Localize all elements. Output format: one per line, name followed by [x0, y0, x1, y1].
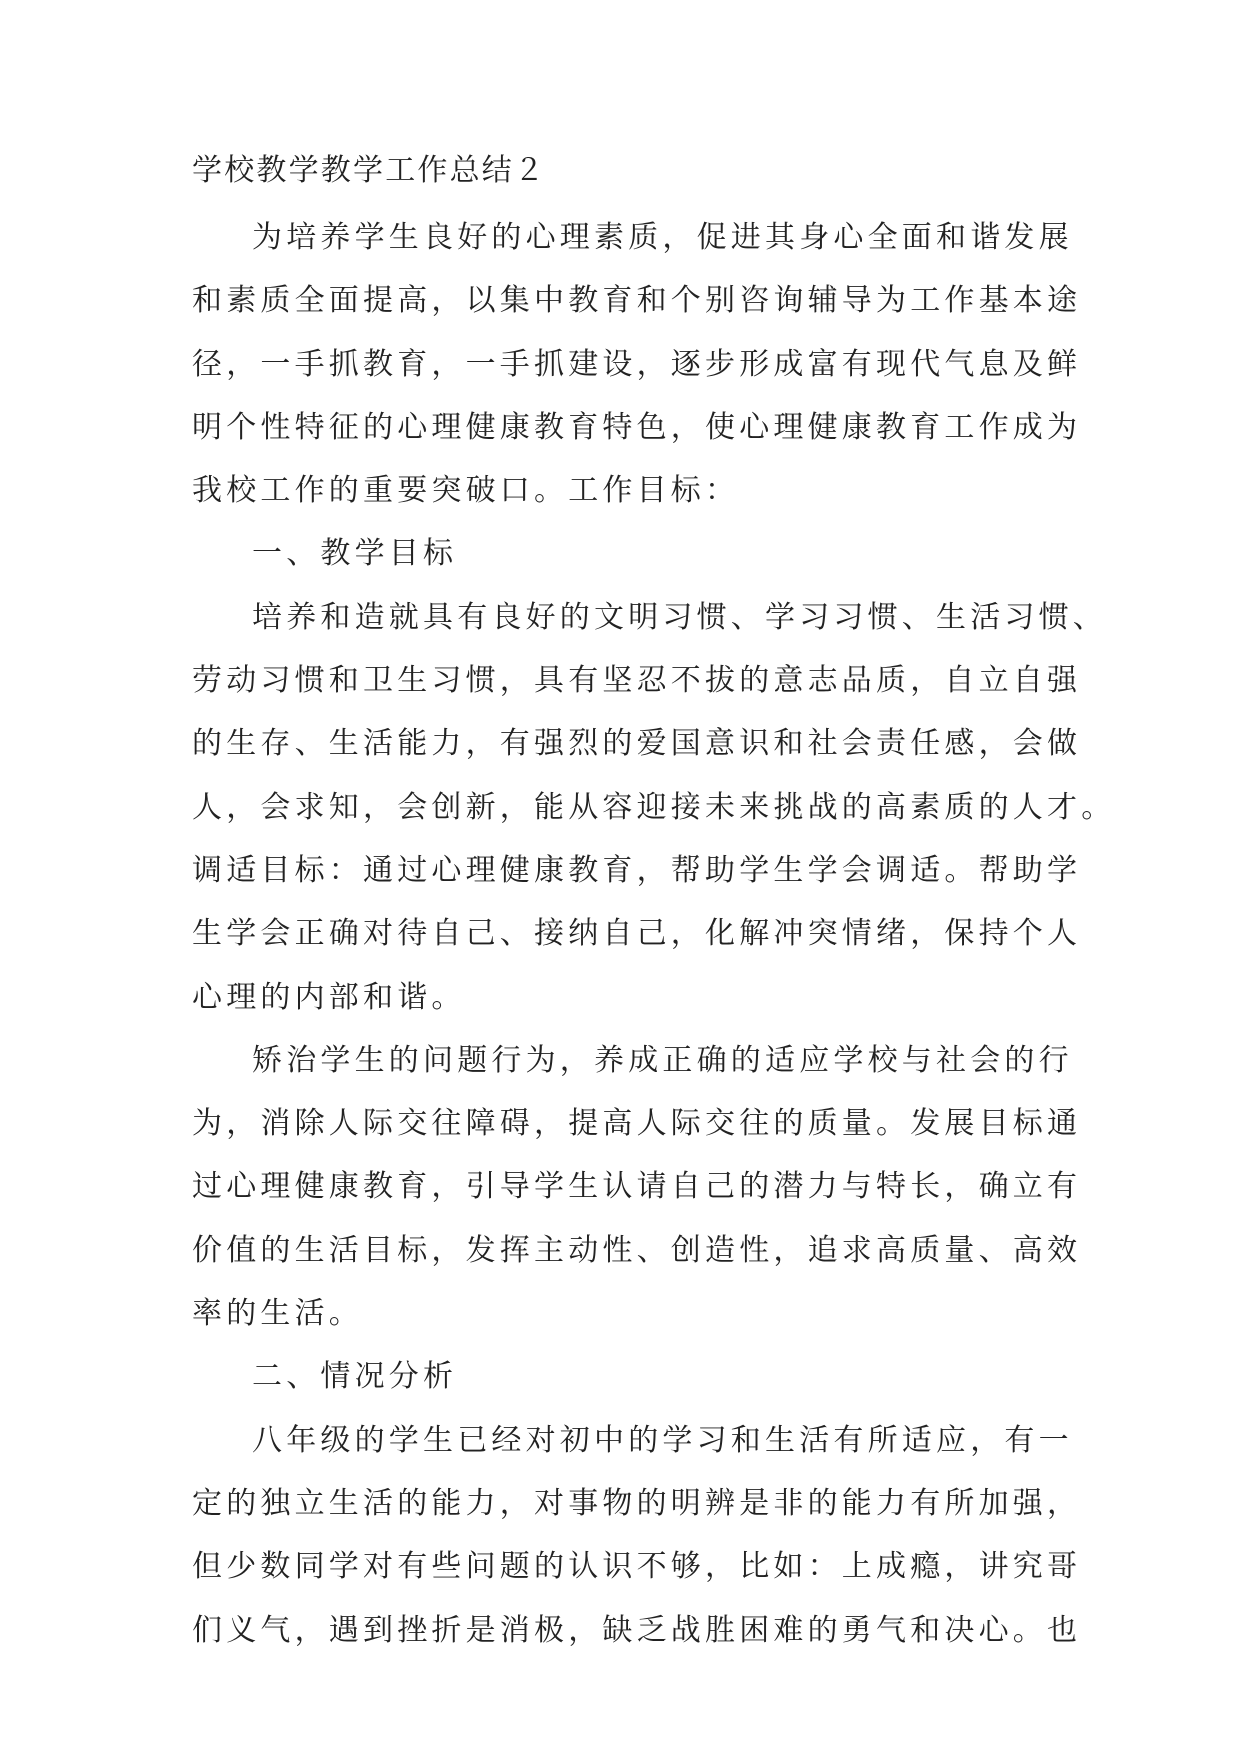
- paragraph-line: 明个性特征的心理健康教育特色，使心理健康教育工作成为: [192, 409, 1082, 445]
- paragraph-line: 矫治学生的问题行为，养成正确的适应学校与社会的行: [252, 1042, 1073, 1078]
- paragraph-line: 径，一手抓教育，一手抓建设，逐步形成富有现代气息及鲜: [192, 346, 1082, 382]
- paragraph-line: 心理的内部和谐。: [192, 979, 466, 1015]
- paragraph-line: 的生存、生活能力，有强烈的爱国意识和社会责任感，会做: [192, 726, 1082, 762]
- paragraph-line: 和素质全面提高，以集中教育和个别咨询辅导为工作基本途: [192, 283, 1082, 319]
- document-page: [192, 153, 1116, 1662]
- paragraph-line: 率的生活。: [192, 1296, 363, 1332]
- paragraph-line: 八年级的学生已经对初中的学习和生活有所适应，有一: [252, 1422, 1073, 1458]
- paragraph-line: 们义气，遇到挫折是消极，缺乏战胜困难的勇气和决心。也: [192, 1612, 1082, 1648]
- paragraph-line: 为，消除人际交往障碍，提高人际交往的质量。发展目标通: [192, 1106, 1082, 1142]
- paragraph-line: 价值的生活目标，发挥主动性、创造性，追求高质量、高效: [192, 1232, 1082, 1268]
- paragraph-line: 调适目标：通过心理健康教育，帮助学生学会调适。帮助学: [192, 852, 1082, 888]
- paragraph-line: 过心理健康教育，引导学生认请自己的潜力与特长，确立有: [192, 1169, 1082, 1205]
- paragraph-line: 人，会求知，会创新，能从容迎接未来挑战的高素质的人才。: [192, 789, 1116, 825]
- paragraph-line: 为培养学生良好的心理素质，促进其身心全面和谐发展: [252, 220, 1073, 255]
- section-heading: 二、情况分析: [252, 1359, 458, 1395]
- paragraph-line: 定的独立生活的能力，对事物的明辨是非的能力有所加强，: [192, 1485, 1082, 1521]
- paragraph-line: 劳动习惯和卫生习惯，具有坚忍不拔的意志品质，自立自强: [192, 663, 1082, 699]
- paragraph-line: 培养和造就具有良好的文明习惯、学习习惯、生活习惯、: [252, 599, 1107, 635]
- section-heading: 一、教学目标: [252, 536, 458, 572]
- paragraph-line: 我校工作的重要突破口。工作目标：: [192, 473, 740, 509]
- document-title: 学校教学教学工作总结２: [192, 153, 547, 188]
- paragraph-line: 但少数同学对有些问题的认识不够，比如：上成瘾，讲究哥: [192, 1549, 1082, 1585]
- paragraph-line: 生学会正确对待自己、接纳自己，化解冲突情绪，保持个人: [192, 916, 1082, 952]
